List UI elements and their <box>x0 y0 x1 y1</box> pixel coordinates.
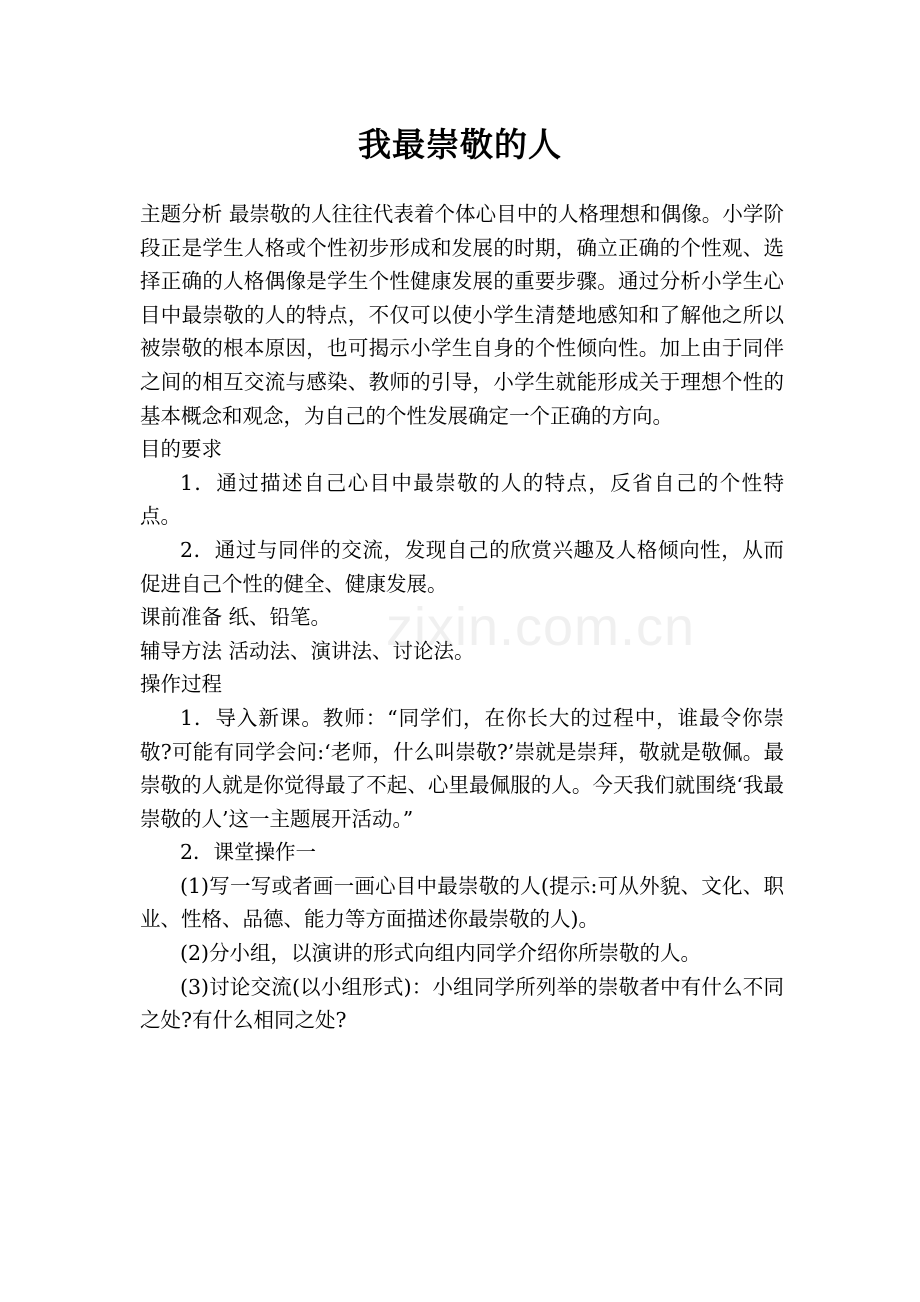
document-body <box>140 198 784 1038</box>
paragraph-theme-analysis: 主题分析 最崇敬的人往往代表着个体心目中的人格理想和偶像。小学阶段正是学生人格或个性初步形成和发展的时期，确立正确的个性观、选择正确的人格偶像是学生个性健康发展的重要步骤。通过分析小学生心目中最崇敬的人的特点，不仅可以使小学生清楚地感知和了解他之所以被崇敬的根本原因，也可揭示小学生自身的个性倾向性。加上由于同伴之间的相互交流与感染、教师的引导，小学生就能形成关于理想个性的基本概念和观念，为自己的个性发展确定一个正确的方向。 <box>140 202 784 428</box>
paragraph-step-2-1: (1)写一写或者画一画心目中最崇敬的人(提示:可从外貌、文化、职业、性格、品德、能力等方面描述你最崇敬的人)。 <box>140 873 784 932</box>
paragraph-step-2-2: (2)分小组，以演讲的形式向组内同学介绍你所崇敬的人。 <box>180 941 702 966</box>
paragraph-objective-2: 2．通过与同伴的交流，发现自己的欣赏兴趣及人格倾向性，从而促进自己个性的健全、健康发展。 <box>140 537 784 596</box>
paragraph-objective-1: 1．通过描述自己心目中最崇敬的人的特点，反省自己的个性特点。 <box>140 470 784 529</box>
paragraph-methods: 辅导方法 活动法、演讲法、讨论法。 <box>140 638 475 663</box>
heading-procedure: 操作过程 <box>140 672 222 697</box>
paragraph-step-2: 2．课堂操作一 <box>180 840 317 865</box>
paragraph-step-1: 1．导入新课。教师：“同学们，在你长大的过程中，谁最令你崇敬?可能有同学会问:‘老师，什么叫崇敬?’崇就是崇拜，敬就是敬佩。最崇敬的人就是你觉得最了不起、心里最佩服的人。今天我们就围绕‘我最崇敬的人’这一主题展开活动。” <box>140 705 784 831</box>
paragraph-preparation: 课前准备 纸、铅笔。 <box>140 605 332 630</box>
document-title: 我最崇敬的人 <box>358 125 562 164</box>
paragraph-step-2-3: (3)讨论交流(以小组形式)：小组同学所列举的崇敬者中有什么不同之处?有什么相同之处? <box>140 974 784 1033</box>
heading-objectives: 目的要求 <box>140 437 222 462</box>
watermark: zixin.com.cn <box>386 597 696 657</box>
